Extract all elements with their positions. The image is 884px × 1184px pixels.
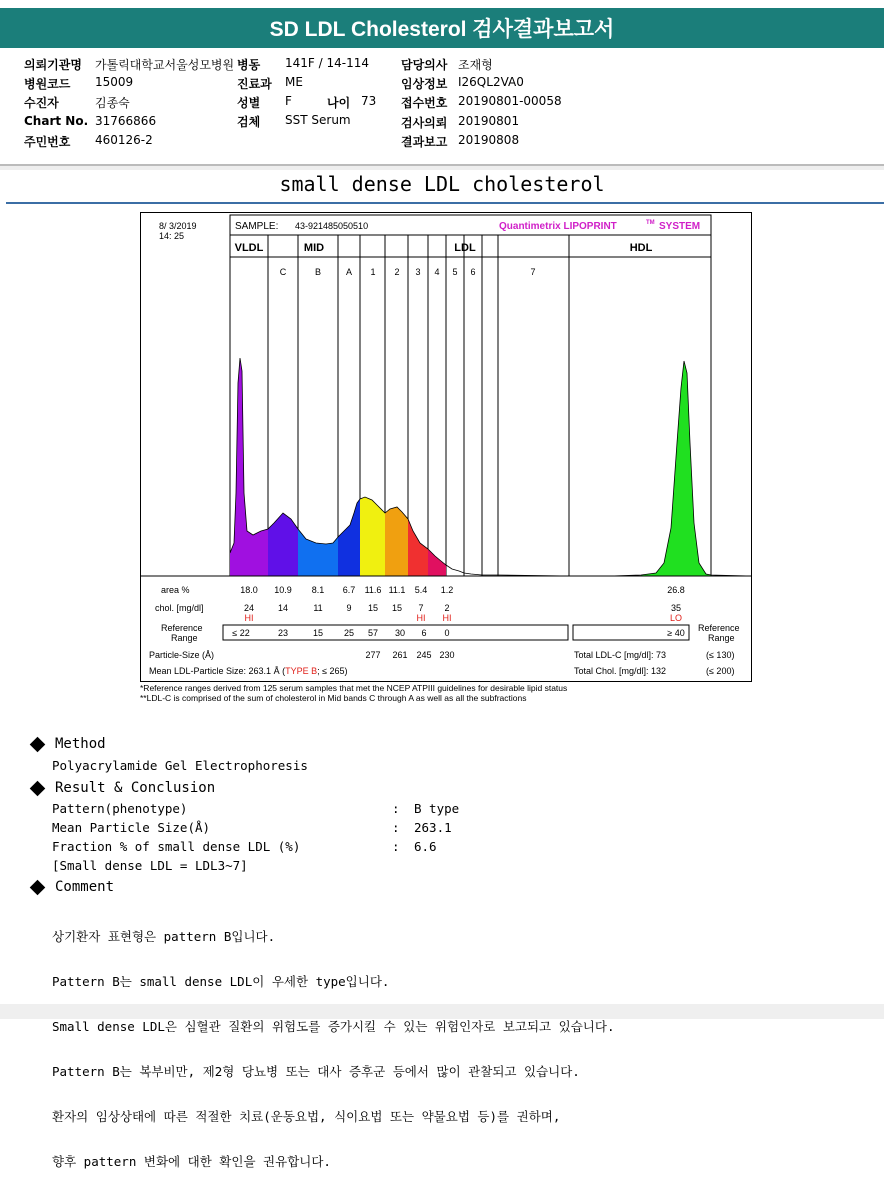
- particle-size-value: 261: [392, 650, 408, 660]
- doctor-label: 담당의사: [401, 58, 448, 72]
- brand-tm: TM: [646, 220, 655, 226]
- chol-value: 2: [444, 603, 450, 613]
- sample-label: SAMPLE:: [235, 221, 279, 232]
- subfraction-label: 4: [434, 267, 440, 277]
- chol-row-label: chol. [mg/dl]: [155, 603, 204, 613]
- ref-row: [232, 628, 684, 638]
- comment-body: [52, 899, 614, 1184]
- subfraction-label: B: [314, 267, 322, 277]
- rrn-value: 460126-2: [95, 133, 153, 147]
- chol-value: 24: [243, 603, 255, 613]
- comment-line: Small dense LDL은 심혈관 질환의 위험도를 증가시킬 수 있는 위험인자로 보고되고 있습니다.: [52, 1019, 615, 1034]
- section-subtitle: small dense LDL cholesterol: [279, 172, 605, 196]
- bullet-diamond-icon: [30, 736, 46, 752]
- result-label: Mean Particle Size(Å): [52, 820, 211, 835]
- band-area: [641, 361, 711, 576]
- specimen-value: SST Serum: [285, 113, 351, 127]
- result-colon: :: [392, 801, 400, 816]
- brand-name: Quantimetrix LIPOPRINT: [499, 221, 617, 232]
- ref-label-2: Range: [171, 633, 198, 643]
- area-value: 10.9: [274, 585, 292, 595]
- receipt-label: 접수번호: [401, 96, 448, 110]
- doctor-value: 조재형: [458, 58, 493, 72]
- chol-value: 15: [391, 603, 403, 613]
- chol-value: 11: [313, 603, 323, 613]
- ref-value: ≤ 22: [232, 628, 250, 638]
- area-value: 5.4: [414, 585, 428, 595]
- subfraction-label: 7: [530, 267, 536, 277]
- patient-info-block: [0, 50, 884, 164]
- age-value: 73: [361, 94, 377, 108]
- lipoprint-chart: [141, 213, 751, 681]
- mean-suffix: ; ≤ 265): [317, 666, 348, 676]
- comment-section: [30, 879, 114, 895]
- comment-line: 환자의 임상상태에 따른 적절한 치료(운동요법, 식이요법 또는 약물요법 등)를 권하며,: [52, 1109, 561, 1124]
- flag-value: HI: [442, 613, 452, 623]
- total-ldl-ref: (≤ 130): [706, 650, 735, 660]
- report-title-bar: [0, 8, 884, 48]
- group-ldl: LDL: [454, 242, 476, 254]
- group-mid: MID: [303, 242, 325, 254]
- ref-label-1: Reference: [161, 623, 203, 633]
- result-row-fraction: [52, 839, 437, 854]
- test-req-label: 검사의뢰: [401, 116, 448, 130]
- sample-id: 43-921485050510: [295, 221, 369, 231]
- total-chol: Total Chol. [mg/dl]: 132: [574, 666, 667, 676]
- ref-value: 30: [394, 628, 406, 638]
- area-value: 11.6: [364, 585, 382, 595]
- result-label: Pattern(phenotype): [52, 801, 188, 816]
- result-heading: Result & Conclusion: [55, 780, 216, 796]
- flag-value: LO: [669, 613, 683, 623]
- particle-size-row: [365, 650, 454, 660]
- run-time: 14: 25: [159, 231, 185, 241]
- chol-value: 7: [418, 603, 424, 613]
- particle-size-value: 245: [416, 650, 432, 660]
- area-value: 11.1: [388, 585, 406, 595]
- comment-line: Pattern B는 복부비만, 제2형 당뇨병 또는 대사 증후군 등에서 많이 관찰되고 있습니다.: [52, 1064, 580, 1079]
- ward-value: 141F / 14-114: [285, 56, 369, 70]
- ref-value: 23: [277, 628, 289, 638]
- total-chol-ref: (≤ 200): [706, 666, 735, 676]
- result-colon: :: [392, 839, 400, 854]
- method-heading: Method: [55, 736, 106, 752]
- method-section: [30, 736, 106, 752]
- mean-ldl-size-text: Mean LDL-Particle Size: 263.1 Å (: [149, 666, 286, 676]
- flag-value: HI: [244, 613, 254, 623]
- ref-right-1: Reference: [698, 623, 740, 633]
- footnote-1: *Reference ranges derived from 125 serum samples that met the NCEP ATPIII guidelines for desirable lipid status: [140, 683, 568, 693]
- sex-label: 성별: [237, 96, 261, 110]
- chol-value: 14: [277, 603, 289, 613]
- result-value: 6.6: [414, 839, 437, 854]
- subfraction-label: 1: [370, 267, 376, 277]
- sex-value: F: [285, 94, 292, 108]
- electrophoresis-bands: [230, 358, 751, 576]
- ward-label: 병동: [237, 58, 261, 72]
- comment-line: Pattern B는 small dense LDL이 우세한 type입니다.: [52, 974, 390, 989]
- area-row: [240, 585, 685, 595]
- subfraction-label: A: [345, 267, 353, 277]
- hosp-code-label: 병원코드: [24, 77, 71, 91]
- comment-line: 상기환자 표현형은 pattern B입니다.: [52, 929, 276, 944]
- report-date-value: 20190808: [458, 133, 520, 147]
- flag-row: [245, 613, 683, 623]
- divider-shade: [0, 166, 884, 170]
- receipt-value: 20190801-00058: [458, 94, 562, 108]
- chol-value: 35: [670, 603, 682, 613]
- total-ldl: Total LDL-C [mg/dl]: 73: [574, 650, 667, 660]
- area-row-label: area %: [161, 585, 190, 595]
- subtitle-underline: [6, 202, 884, 204]
- ref-value: 0: [444, 628, 450, 638]
- ref-value: 25: [343, 628, 355, 638]
- subfraction-label: 6: [470, 267, 476, 277]
- specimen-label: 검체: [237, 115, 261, 129]
- area-value: 8.1: [311, 585, 325, 595]
- ref-value: 15: [312, 628, 324, 638]
- rrn-label: 주민번호: [24, 135, 71, 149]
- bullet-diamond-icon: [30, 780, 46, 796]
- result-value: B type: [414, 801, 460, 816]
- result-colon: :: [392, 820, 400, 835]
- comment-line: 향후 pattern 변화에 대한 확인을 권유합니다.: [52, 1154, 331, 1169]
- group-hdl: HDL: [629, 242, 653, 254]
- report-date-label: 결과보고: [401, 135, 448, 149]
- footnotes: [140, 683, 567, 703]
- flag-value: HI: [416, 613, 426, 623]
- run-date: 8/ 3/2019: [159, 221, 197, 231]
- result-label: Fraction % of small dense LDL (%): [52, 839, 301, 854]
- recipient-value: 김종숙: [95, 96, 130, 110]
- req-org-value: 가톨릭대학교서울성모병원: [95, 58, 235, 72]
- band-area: [408, 519, 428, 576]
- comment-heading: Comment: [55, 879, 115, 895]
- chol-value: 9: [346, 603, 352, 613]
- band-area: [338, 499, 360, 576]
- chol-row: [244, 603, 681, 613]
- test-req-value: 20190801: [458, 114, 520, 128]
- area-value: 18.0: [240, 585, 258, 595]
- area-value: 26.8: [667, 585, 685, 595]
- footer-bar: [0, 1004, 884, 1019]
- subfraction-label: 2: [394, 267, 400, 277]
- particle-size-value: 277: [365, 650, 381, 660]
- ref-value: 6: [421, 628, 427, 638]
- ref-right-2: Range: [708, 633, 735, 643]
- footnote-2: **LDL-C is comprised of the sum of cholesterol in Mid bands C through A as well as all the subfractions: [140, 693, 527, 703]
- lipoprint-panel: [140, 212, 752, 682]
- subfraction-label: C: [279, 267, 287, 277]
- clinical-label: 임상정보: [401, 77, 448, 91]
- area-value: 6.7: [342, 585, 356, 595]
- ref-value: ≥ 40: [667, 628, 685, 638]
- req-org-label: 의뢰기관명: [24, 58, 82, 72]
- band-dividers: [230, 235, 711, 576]
- result-section: [30, 780, 215, 796]
- dept-value: ME: [285, 75, 303, 89]
- result-row-pattern: [52, 801, 460, 816]
- chol-value: 15: [367, 603, 379, 613]
- band-area: [230, 358, 268, 576]
- method-text: Polyacrylamide Gel Electrophoresis: [52, 758, 308, 773]
- clinical-value: I26QL2VA0: [458, 75, 524, 89]
- dept-label: 진료과: [237, 77, 272, 91]
- subfraction-label: 5: [452, 267, 458, 277]
- result-note: [Small dense LDL = LDL3~7]: [52, 858, 248, 873]
- chart-no-label: Chart No.: [24, 114, 89, 128]
- chart-no-value: 31766866: [95, 114, 157, 128]
- age-label: 나이: [327, 96, 351, 110]
- mean-ldl-size: [149, 666, 348, 676]
- band-area: [385, 507, 408, 576]
- subfraction-label: 3: [415, 267, 421, 277]
- bullet-diamond-icon: [30, 879, 46, 895]
- recipient-label: 수진자: [24, 96, 59, 110]
- group-vldl: VLDL: [234, 242, 264, 254]
- mean-type: TYPE B: [285, 666, 318, 676]
- area-value: 1.2: [440, 585, 454, 595]
- result-row-size: [52, 820, 452, 835]
- report-title: SD LDL Cholesterol 검사결과보고서: [269, 18, 615, 41]
- hosp-code-value: 15009: [95, 75, 134, 89]
- particle-size-label: Particle-Size (Å): [149, 650, 215, 660]
- brand-suffix: SYSTEM: [659, 221, 701, 232]
- ref-value: 57: [367, 628, 379, 638]
- result-value: 263.1: [414, 820, 452, 835]
- particle-size-value: 230: [439, 650, 455, 660]
